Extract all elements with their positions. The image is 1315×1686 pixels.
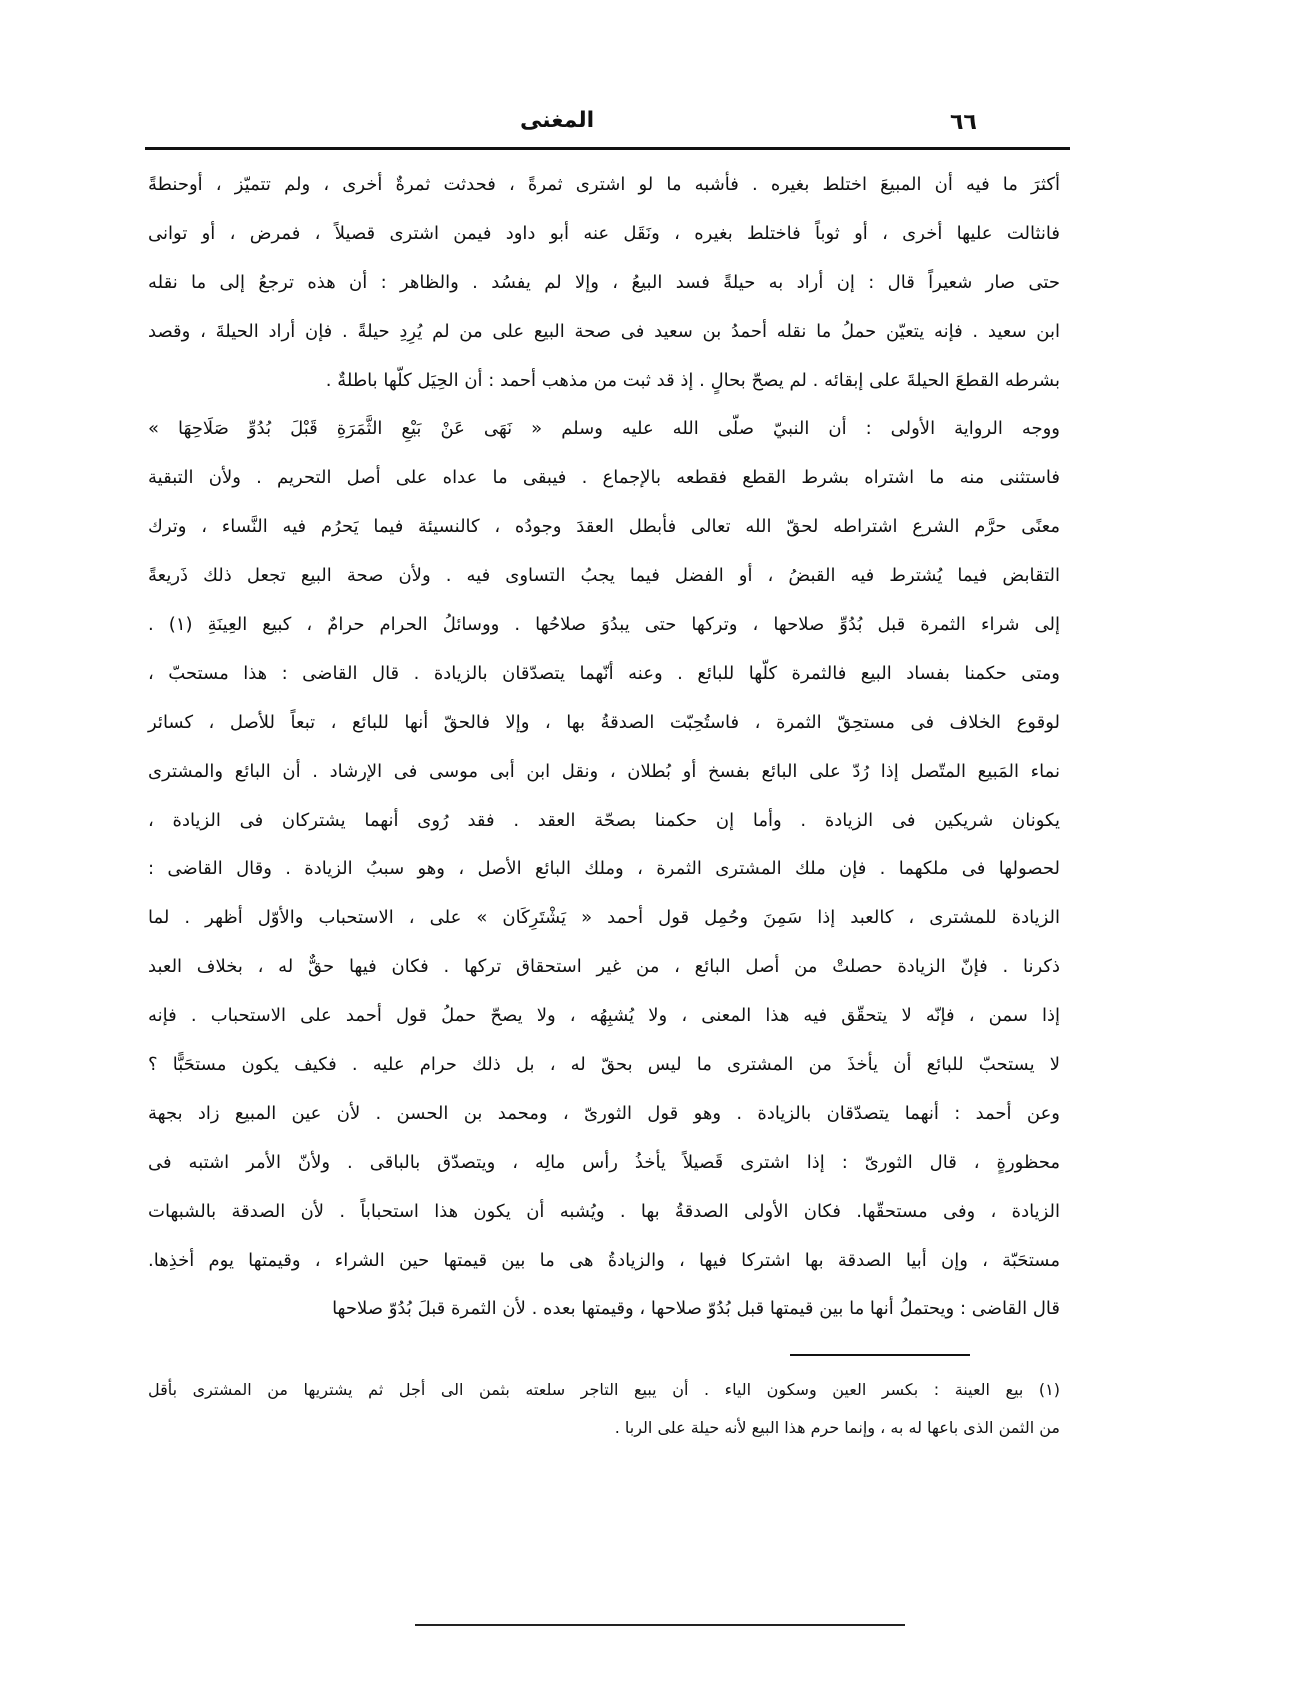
text-line: نماء المَبيع المتّصل إذا رُدّ على البائع بفسخ أو بُطلان ، ونقل ابن أبى موسى فى الإرشاد . أن البائع والمشترى [148,760,1060,782]
footnote-line: من الثمن الذى باعها له به ، وإنما حرم هذا البيع لأنه حيلة على الربا . [614,1418,1060,1437]
main-text [148,163,1060,1336]
text-line: فاستثنى منه ما اشتراه بشرط القطع فقطعه بالإجماع . فيبقى ما عداه على أصل التحريم . ولأن التبقية [148,467,1060,489]
text-line: بشرطه القطعَ الحيلةَ على إبقائه . لم يصحّ بحالٍ . إذ قد ثبت من مذهب أحمد : أن الحِيَل كلّها باطلةٌ . [325,369,1060,391]
text-line: معنًى حرَّم الشرع اشتراطه لحقّ الله تعالى فأبطل العقدَ وجودُه ، كالنسيئة فيما يَحرُم فيه النَّساء ، وترك [148,516,1060,538]
text-line: لا يستحبّ للبائع أن يأخذَ من المشترى ما ليس بحقّ له ، بل ذلك حرام عليه . فكيف يكون مستحَبًّا ؟ [148,1054,1060,1076]
text-line: إذا سمن ، فإنّه لا يتحقّق فيه هذا المعنى ، ولا يُشبِهُه ، ولا يصحّ حملُ قول أحمد على الاستحباب . فإنه [148,1005,1060,1027]
text-line: ومتى حكمنا بفساد البيع فالثمرة كلّها للبائع . وعنه أنّهما يتصدّقان بالزيادة . قال القاضى : هذا مستحبّ ، [148,662,1060,684]
bottom-rule [415,1624,905,1626]
text-line: ذكرنا . فإنّ الزيادة حصلتْ من أصل البائع ، من غير استحقاق تركها . فكان فيها حقٌّ له ، بخلاف العبد [148,956,1060,978]
text-line: الزيادة ، وفى مستحقّها. فكان الأولى الصدقةُ بها . ويُشبه أن يكون هذا استحباباً . لأن الصدقة بالشبهات [148,1200,1060,1222]
text-line: لحصولها فى ملكهما . فإن ملك المشترى الثمرة ، وملك البائع الأصل ، وهو سببُ الزيادة . وقال القاضى : [148,858,1060,880]
text-line: ابن سعيد . فإنه يتعيّن حملُ ما نقله أحمدُ بن سعيد فى صحة البيع على من لم يُرِدِ حيلةً . فإن أراد الحيلةَ ، وقصد [148,320,1060,342]
page-number: ٦٦ [950,110,977,135]
text-line: الزيادة للمشترى ، كالعبد إذا سَمِنَ وحُمِل قول أحمد « يَشْتَرِكَان » على ، الاستحباب والأوّل أظهر . لما [148,907,1060,929]
text-line: فانثالت عليها أخرى ، أو ثوباً فاختلط بغيره ، ونَقَل عنه أبو داود فيمن اشترى قصيلاً ، فمرض ، أو توانى [148,222,1060,244]
text-line: وعن أحمد : أنهما يتصدّقان بالزيادة . وهو قول الثورىّ ، ومحمد بن الحسن . لأن عين المبيع زاد بجهة [148,1102,1060,1124]
text-line: مستحَبّة ، وإن أبيا الصدقة بها اشتركا فيها ، والزيادةُ هى ما بين قيمتها حين الشراء ، وقيمتها يوم أخذِها. [148,1249,1060,1271]
footnote [148,1372,1060,1448]
text-line: أكثرَ ما فيه أن المبيعَ اختلط بغيره . فأشبه ما لو اشترى ثمرةً ، فحدثت ثمرةٌ أخرى ، ولم تتميّز ، أوحنطةً [148,174,1060,195]
running-title: المغنى [520,108,595,133]
text-line: إلى شراء الثمرة قبل بُدُوِّ صلاحها ، وتركها حتى يبدُوَ صلاحُها . ووسائلُ الحرام حرامٌ ، كبيع العِينَةِ (١) . [148,614,1061,636]
text-line: التقابض فيما يُشترط فيه القبضُ ، أو الفضل فيما يجبُ التساوى فيه . ولأن صحة البيع تجعل ذلك ذَريعةً [148,565,1060,587]
text-line: ووجه الرواية الأولى : أن النبيّ صلّى الله عليه وسلم « نَهَى عَنْ بَيْعِ الثَّمَرَةِ قَبْلَ بُدُوِّ صَلَاحِهَا » [148,418,1060,440]
text-line: محظورةٍ ، قال الثورىّ : إذا اشترى قَصيلاً يأخذُ رأس مالِه ، ويتصدّق بالباقى . ولأنّ الأمر اشتبه فى [148,1151,1060,1173]
text-line: قال القاضى : ويحتملُ أنها ما بين قيمتها قبل بُدُوّ صلاحها ، وقيمتها بعده . لأن الثمرة قبلَ بُدُوّ صلاحها [332,1298,1060,1320]
text-line: حتى صار شعيراً قال : إن أراد به حيلةً فسد البيعُ ، وإلا لم يفسُد . والظاهر : أن هذه ترجعُ إلى ما نقله [148,271,1060,293]
footnote-line: (١) بيع العينة : بكسر العين وسكون الياء . أن يبيع التاجر سلعته بثمن الى أجل ثم يشتريها من المشترى بأقل [148,1380,1060,1399]
header-rule [145,147,1070,150]
text-line: لوقوع الخلاف فى مستحِقّ الثمرة ، فاستُحِبّت الصدقةُ بها ، وإلا فالحقّ أنها للبائع ، تبعاً للأصل ، كسائر [148,711,1060,733]
text-line: يكونان شريكين فى الزيادة . وأما إن حكمنا بصحّة العقد . فقد رُوى أنهما يشتركان فى الزيادة ، [148,809,1060,831]
footnote-rule [790,1354,970,1356]
